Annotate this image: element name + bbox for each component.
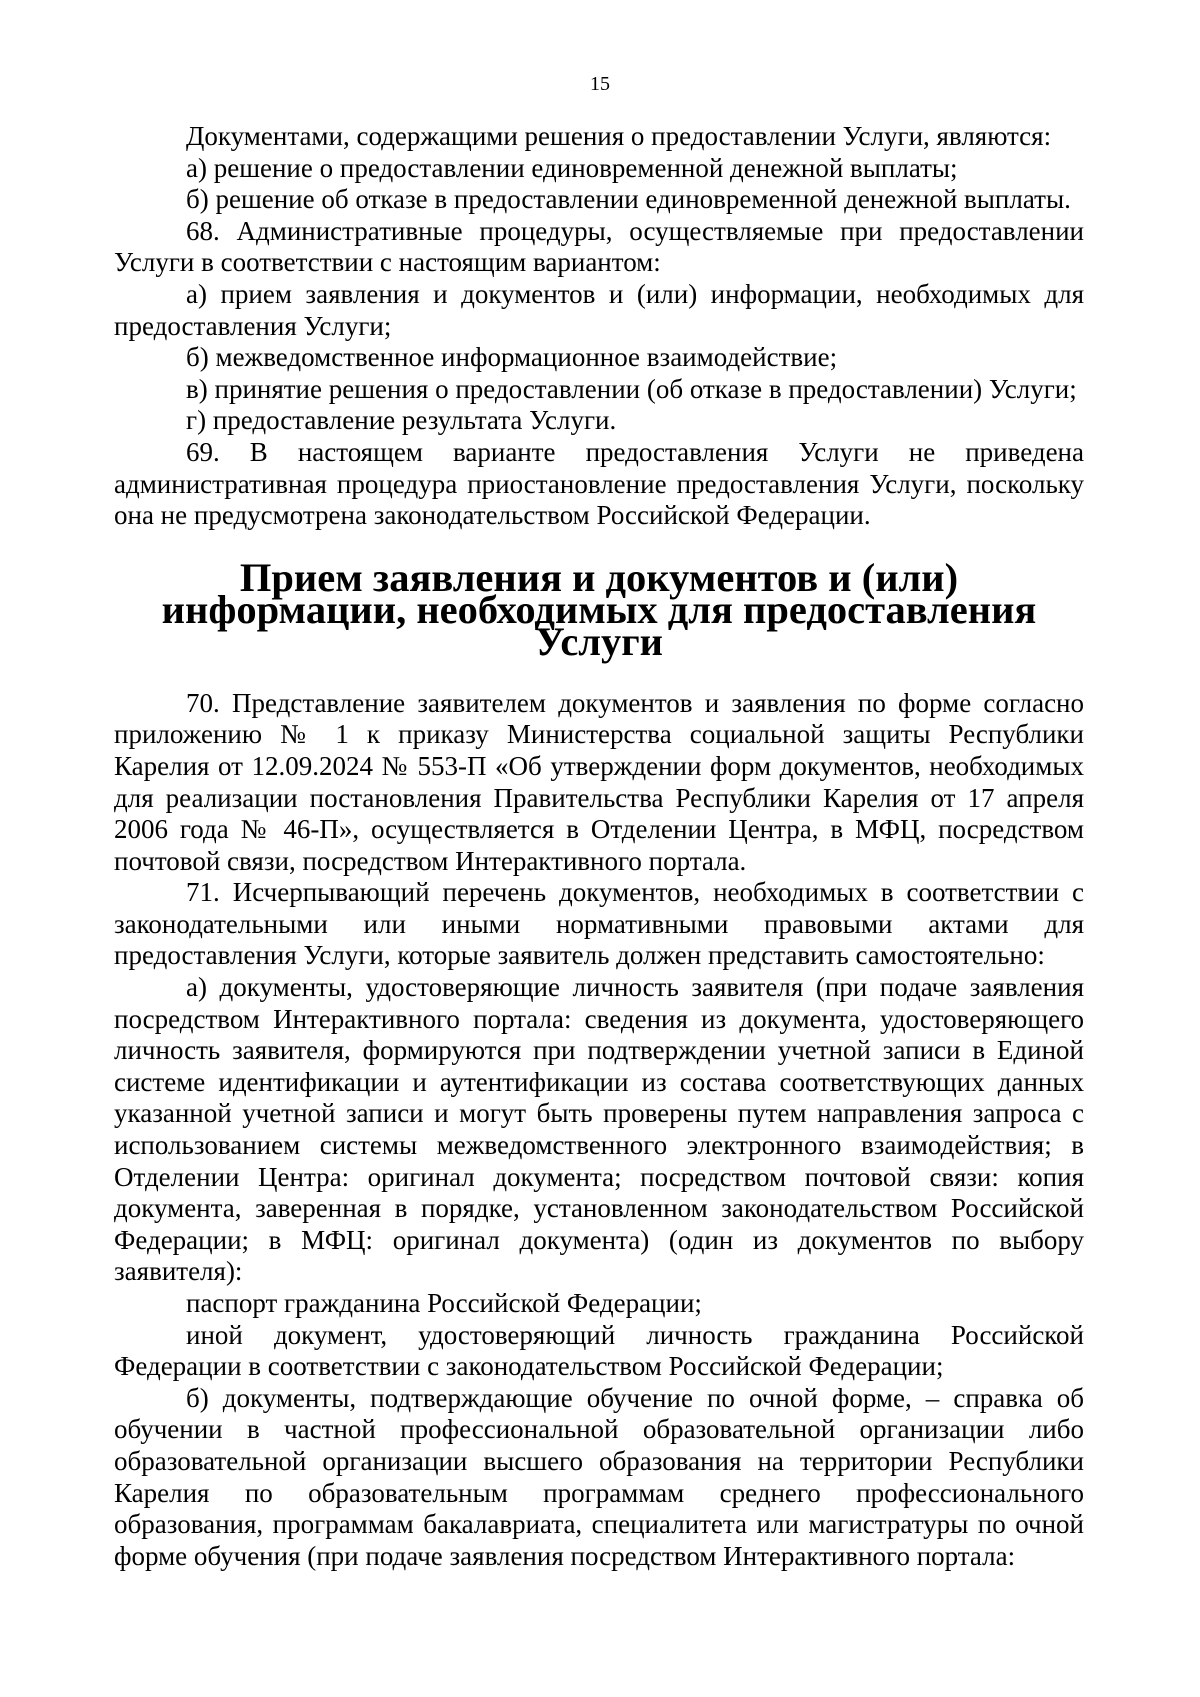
paragraph-69: 69. В настоящем варианте предоставления Услуги не приведена административная процедура приостановление предоставления Услуги, поскольку она не предусмотрена законодательством Российской Федерации.: [114, 436, 1084, 531]
paragraph-68-c: в) принятие решения о предоставлении (об отказе в предоставлении) Услуги;: [186, 373, 1077, 404]
paragraph-item-a: а) решение о предоставлении единовременной денежной выплаты;: [186, 152, 958, 183]
paragraph-71: 71. Исчерпывающий перечень документов, необходимых в соответствии с законодательными или иными нормативными правовыми актами для предоставления Услуги, которые заявитель должен представить самостоятельно:: [114, 877, 1084, 971]
paragraph-68-d: г) предоставление результата Услуги.: [186, 405, 617, 436]
paragraph-other-document: иной документ, удостоверяющий личность гражданина Российской Федерации в соответствии с законодательством Российской Федерации;: [114, 1319, 1084, 1382]
paragraph-68: 68. Административные процедуры, осуществляемые при предоставлении Услуги в соответствии с настоящим вариантом:: [114, 215, 1084, 278]
document-body: [114, 121, 1084, 1572]
paragraph-intro: Документами, содержащими решения о предоставлении Услуги, являются:: [186, 121, 1052, 151]
paragraph-71-a: а) документы, удостоверяющие личность заявителя (при подаче заявления посредством Интерактивного портала: сведения из документа, удостоверяющего личность заявителя, формируются при подтверждении учетной записи в Единой системе идентификации и аутентификации из состава соответствующих данных указанной учетной записи и могут быть проверены путем направления запроса с использованием системы межведомственного электронного взаимодействия; в Отделении Центра: оригинал документа; посредством почтовой связи: копия документа, заверенная в порядке, установленном законодательством Российской Федерации; в МФЦ: оригинал документа) (один из документов по выбору заявителя):: [114, 972, 1084, 1287]
page-number: 15: [590, 73, 610, 95]
paragraph-71-b: б) документы, подтверждающие обучение по очной форме, – справка об обучении в частной профессиональной образовательной организации либо образовательной организации высшего образования на территории Республики Карелия по образовательным программам среднего профессионального образования, программам бакалавриата, специалитета или магистратуры по очной форме обучения (при подаче заявления посредством Интерактивного портала:: [114, 1382, 1084, 1571]
paragraph-68-b: б) межведомственное информационное взаимодействие;: [186, 342, 838, 373]
section-heading: Прием заявления и документов и (или) информации, необходимых для предоставления Услуги: [161, 554, 1037, 664]
paragraph-item-b: б) решение об отказе в предоставлении единовременной денежной выплаты.: [186, 184, 1071, 215]
paragraph-68-a: а) прием заявления и документов и (или) информации, необходимых для предоставления Услуги;: [114, 278, 1084, 341]
paragraph-passport: паспорт гражданина Российской Федерации;: [186, 1288, 702, 1318]
paragraph-70: 70. Представление заявителем документов и заявления по форме согласно приложению № 1 к приказу Министерства социальной защиты Республики Карелия от 12.09.2024 № 553-П «Об утверждении форм документов, необходимых для реализации постановления Правительства Республики Карелия от 17 апреля 2006 года № 46-П», осуществляется в Отделении Центра, в МФЦ, посредством почтовой связи, посредством Интерактивного портала.: [114, 687, 1084, 876]
